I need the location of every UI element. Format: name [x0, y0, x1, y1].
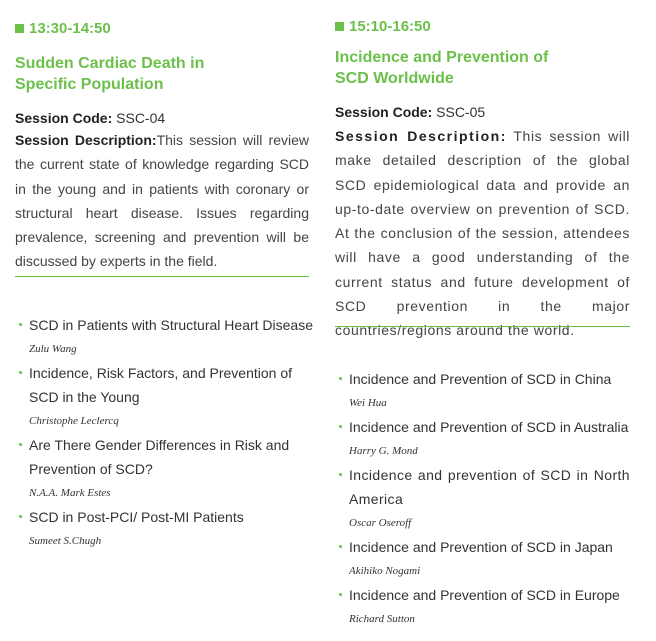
talk-item: SCD in Post-PCI/ Post-MI Patients Sumeet S.Chugh: [15, 505, 315, 553]
speaker-name: Harry G. Mond: [349, 445, 418, 457]
bullet-icon: [339, 593, 342, 596]
speaker-name: Richard Sutton: [349, 613, 415, 625]
talk-item: Incidence and prevention of SCD in North America Oscar Oseroff: [335, 463, 635, 535]
speaker-name: Christophe Leclercq: [29, 415, 119, 427]
speaker-name: Wei Hua: [349, 397, 387, 409]
session-description: Session Description:This session will review the current state of knowledge regarding SCD in the young and in patients with coronary or structural heart disease. Issues regarding prevalence, screening and prevention will be discussed by experts in the field.: [15, 132, 309, 270]
speaker-name: Sumeet S.Chugh: [29, 535, 102, 547]
speaker-name: Zulu Wang: [29, 343, 77, 355]
bullet-icon: [19, 371, 22, 374]
talk-list: [335, 367, 635, 631]
bullet-icon: [339, 425, 342, 428]
square-bullet-icon: [335, 22, 344, 31]
bullet-icon: [339, 473, 342, 476]
session-time: 13:30-14:50: [15, 18, 111, 38]
divider: [15, 276, 309, 277]
talk-item: Incidence and Prevention of SCD in Japan Akihiko Nogami: [335, 535, 635, 583]
talk-item: Are There Gender Differences in Risk and Prevention of SCD? N.A.A. Mark Estes: [15, 433, 315, 505]
talk-item: Incidence and Prevention of SCD in China Wei Hua: [335, 367, 635, 415]
bullet-icon: [19, 443, 22, 446]
divider: [335, 326, 630, 327]
bullet-icon: [19, 323, 22, 326]
bullet-icon: [339, 545, 342, 548]
session-title: Incidence and Prevention of SCD Worldwide: [335, 49, 549, 87]
speaker-name: Oscar Oseroff: [349, 517, 412, 529]
bullet-icon: [339, 377, 342, 380]
session-time: 15:10-16:50: [335, 16, 431, 36]
session-code: Session Code: SSC-04: [15, 110, 166, 126]
speaker-name: Akihiko Nogami: [349, 565, 421, 577]
talk-item: SCD in Patients with Structural Heart Disease Zulu Wang: [15, 313, 315, 361]
talk-item: Incidence and Prevention of SCD in Australia Harry G. Mond: [335, 415, 635, 463]
bullet-icon: [19, 515, 22, 518]
talk-item: Incidence, Risk Factors, and Prevention of SCD in the Young Christophe Leclercq: [15, 361, 315, 433]
speaker-name: N.A.A. Mark Estes: [29, 487, 111, 499]
session-title: Sudden Cardiac Death in Specific Population: [15, 55, 205, 93]
session-description: Session Description: This session will make detailed description of the global SCD epidemiological data and provide an up-to-date overview on prevention of SCD. At the conclusion of the session, attendees will have a good understanding of the current status and future development of SCD prevention in the major countries/regions around the world.: [335, 128, 630, 339]
session-code: Session Code: SSC-05: [335, 104, 486, 120]
square-bullet-icon: [15, 24, 24, 33]
talk-item: Incidence and Prevention of SCD in Europe Richard Sutton: [335, 583, 635, 631]
talk-list: [15, 313, 315, 553]
